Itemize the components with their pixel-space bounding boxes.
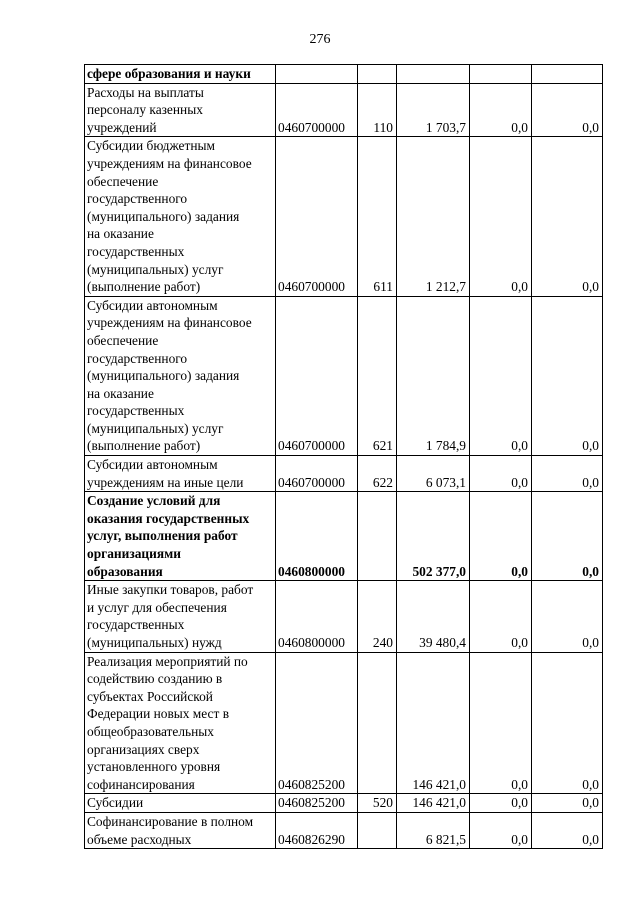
value-year3-cell: 0,0 (532, 581, 603, 652)
expense-type-cell (358, 492, 397, 581)
value-year3-cell: 0,0 (532, 794, 603, 813)
amount-cell: 6 073,1 (397, 456, 470, 492)
value-year3-cell: 0,0 (532, 812, 603, 848)
expense-name-cell: Субсидии автономным учреждениям на иные цели (85, 456, 276, 492)
expense-type-cell: 520 (358, 794, 397, 813)
table-row (85, 794, 603, 813)
table-row (85, 492, 603, 581)
value-year3-cell: 0,0 (532, 296, 603, 455)
value-year2-cell: 0,0 (470, 83, 532, 137)
expense-type-cell: 240 (358, 581, 397, 652)
amount-cell: 1 212,7 (397, 137, 470, 296)
value-year3-cell: 0,0 (532, 83, 603, 137)
expense-name-cell: Софинансирование в полном объеме расходных (85, 812, 276, 848)
expense-name-cell: Субсидии автономным учреждениям на финансовое обеспечение государственного (муниципального) задания на оказание государственных (муниципальных) услуг (выполнение работ) (85, 296, 276, 455)
amount-cell: 6 821,5 (397, 812, 470, 848)
value-year3-cell (532, 65, 603, 84)
value-year2-cell: 0,0 (470, 652, 532, 794)
expense-name-cell: Реализация мероприятий по содействию созданию в субъектах Российской Федерации новых мест в общеобразовательных организациях сверх установленного уровня софинансирования (85, 652, 276, 794)
target-code-cell: 0460825200 (276, 794, 358, 813)
page-number: 276 (309, 32, 331, 47)
target-code-cell: 0460800000 (276, 581, 358, 652)
expense-name-cell: Субсидии бюджетным учреждениям на финансовое обеспечение государственного (муниципального) задания на оказание государственных (муниципальных) услуг (выполнение работ) (85, 137, 276, 296)
amount-cell: 1 784,9 (397, 296, 470, 455)
value-year3-cell: 0,0 (532, 652, 603, 794)
value-year2-cell: 0,0 (470, 456, 532, 492)
expense-name-cell: Создание условий для оказания государственных услуг, выполнения работ организациями образования (85, 492, 276, 581)
expense-name-cell: Расходы на выплаты персоналу казенных учреждений (85, 83, 276, 137)
value-year3-cell: 0,0 (532, 456, 603, 492)
expense-type-cell: 611 (358, 137, 397, 296)
table-row (85, 83, 603, 137)
target-code-cell: 0460800000 (276, 492, 358, 581)
target-code-cell: 0460700000 (276, 137, 358, 296)
amount-cell (397, 65, 470, 84)
target-code-cell: 0460826290 (276, 812, 358, 848)
amount-cell: 146 421,0 (397, 794, 470, 813)
value-year3-cell: 0,0 (532, 492, 603, 581)
expense-name-cell: Иные закупки товаров, работ и услуг для обеспечения государственных (муниципальных) нужд (85, 581, 276, 652)
expense-type-cell (358, 812, 397, 848)
table-row (85, 137, 603, 296)
amount-cell: 39 480,4 (397, 581, 470, 652)
amount-cell: 146 421,0 (397, 652, 470, 794)
expense-name-cell: Субсидии (85, 794, 276, 813)
table-row (85, 581, 603, 652)
target-code-cell: 0460825200 (276, 652, 358, 794)
value-year2-cell: 0,0 (470, 492, 532, 581)
value-year2-cell: 0,0 (470, 296, 532, 455)
amount-cell: 502 377,0 (397, 492, 470, 581)
expense-name-cell: сфере образования и науки (85, 65, 276, 84)
value-year3-cell: 0,0 (532, 137, 603, 296)
target-code-cell: 0460700000 (276, 83, 358, 137)
budget-table-body (85, 65, 603, 849)
expense-type-cell (358, 65, 397, 84)
expense-type-cell: 110 (358, 83, 397, 137)
expense-type-cell: 621 (358, 296, 397, 455)
target-code-cell: 0460700000 (276, 456, 358, 492)
amount-cell: 1 703,7 (397, 83, 470, 137)
expense-type-cell: 622 (358, 456, 397, 492)
target-code-cell (276, 65, 358, 84)
budget-table (84, 64, 603, 849)
table-row (85, 456, 603, 492)
value-year2-cell: 0,0 (470, 812, 532, 848)
expense-type-cell (358, 652, 397, 794)
target-code-cell: 0460700000 (276, 296, 358, 455)
value-year2-cell (470, 65, 532, 84)
value-year2-cell: 0,0 (470, 137, 532, 296)
value-year2-cell: 0,0 (470, 581, 532, 652)
table-row (85, 812, 603, 848)
table-row (85, 652, 603, 794)
value-year2-cell: 0,0 (470, 794, 532, 813)
table-row (85, 65, 603, 84)
table-row (85, 296, 603, 455)
